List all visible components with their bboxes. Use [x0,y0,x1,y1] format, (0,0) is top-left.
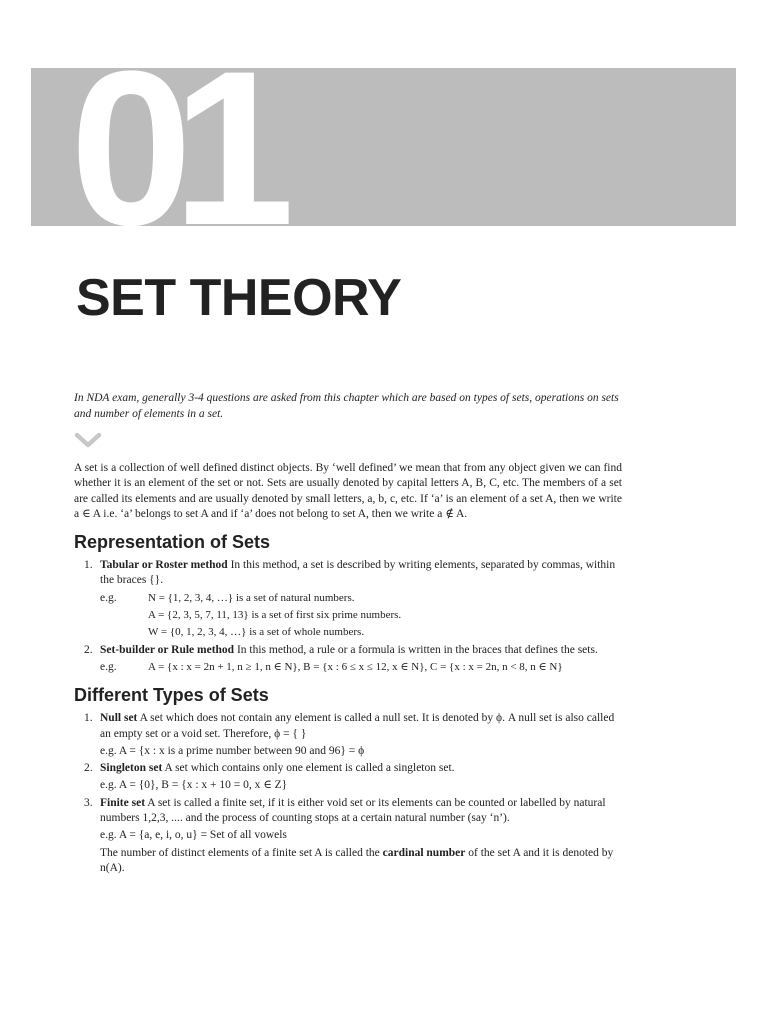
example-text: W = {0, 1, 2, 3, 4, …} is a set of whole numbers. [148,626,365,639]
chapter-title: SET THEORY [76,269,402,327]
item-body [100,643,622,658]
item-text: In this method, a rule or a formula is written in the braces that defines the sets. [234,643,598,656]
item-lead: Tabular or Roster method [100,559,228,572]
item-lead: Set-builder or Rule method [100,643,235,656]
representation-list [74,558,622,675]
list-number: 3. [84,796,93,809]
chapter-number: 01 [70,68,275,226]
note-text: of the set A and it is denoted by n(A). [100,846,614,874]
example-row [100,660,622,675]
note-text: The number of distinct elements of a finite set A is called the [100,846,383,859]
item-text: A set which contains only one element is called a singleton set. [162,762,455,775]
checkmark-icon [75,431,101,449]
eg-label: e.g. [100,591,117,604]
list-item-singleton-set [74,761,622,794]
chapter-banner [31,68,736,226]
item-lead: Singleton set [100,762,163,775]
item-text: A set is called a finite set, if it is either void set or its elements can be counted or labelled by natural numbers 1,2,3, .... and the process of counting stops at a certain natural number (say ‘n’). [100,796,606,825]
example-text: e.g. A = {a, e, i, o, u} = Set of all vowels [100,829,287,842]
types-list [74,711,622,876]
example-text: e.g. A = {0}, B = {x : x + 10 = 0, x ∈ Z} [100,779,288,792]
example-text: N = {1, 2, 3, 4, …} is a set of natural numbers. [148,591,355,604]
list-number: 1. [84,712,93,725]
item-text: In this method, a set is described by writing elements, separated by commas, within the braces {}. [100,559,616,587]
list-number: 2. [84,762,93,775]
item-text: A set which does not contain any element is called a null set. It is denoted by ϕ. A null set is also called an empty set or a void set. Therefore, ϕ = { } [100,712,615,740]
item-body [100,558,622,589]
example-text: e.g. A = {x : x is a prime number between 90 and 96} = ϕ [100,744,365,757]
section-heading-representation: Representation of Sets [74,532,271,553]
cardinal-number-note [100,846,622,877]
item-body [100,711,622,742]
example-text: A = {x : x = 2n + 1, n ≥ 1, n ∈ N}, B = {x : 6 ≤ x ≤ 12, x ∈ N}, C = {x : x = 2n, n < 8, n ∈ N} [148,660,563,673]
item-lead: Finite set [100,796,146,809]
eg-label: e.g. [100,660,117,673]
chapter-intro: In NDA exam, generally 3-4 questions are asked from this chapter which are based on types of sets, operations on sets and number of elements in a set. [74,392,619,420]
item-body [100,761,622,776]
list-number: 1. [84,559,93,572]
list-number: 2. [84,643,93,656]
list-item-null-set [74,711,622,759]
example-text: A = {2, 3, 5, 7, 11, 13} is a set of first six prime numbers. [148,609,402,622]
chapter-content [74,461,622,878]
set-definition: A set is a collection of well defined distinct objects. By ‘well defined’ we mean that from any object given we can find whether it is an element of the set or not. Sets are usually denoted by capital letters A, B, C, etc. The members of a set are called its elements and are usually denoted by small letters, a, b, c, etc. If ‘a’ is an element of a set A, then we write a ∈ A i.e. ‘a’ belongs to set A and if ‘a’ does not belong to set A, then we write a ∉ A. [74,462,622,520]
item-lead: Null set [100,712,138,725]
section-heading-types: Different Types of Sets [74,685,269,706]
item-body [100,796,622,827]
list-item-roster [74,558,622,640]
list-item-finite-set [74,796,622,876]
cardinal-number-term: cardinal number [382,846,466,859]
example-row [100,591,622,606]
list-item-set-builder [74,643,622,676]
